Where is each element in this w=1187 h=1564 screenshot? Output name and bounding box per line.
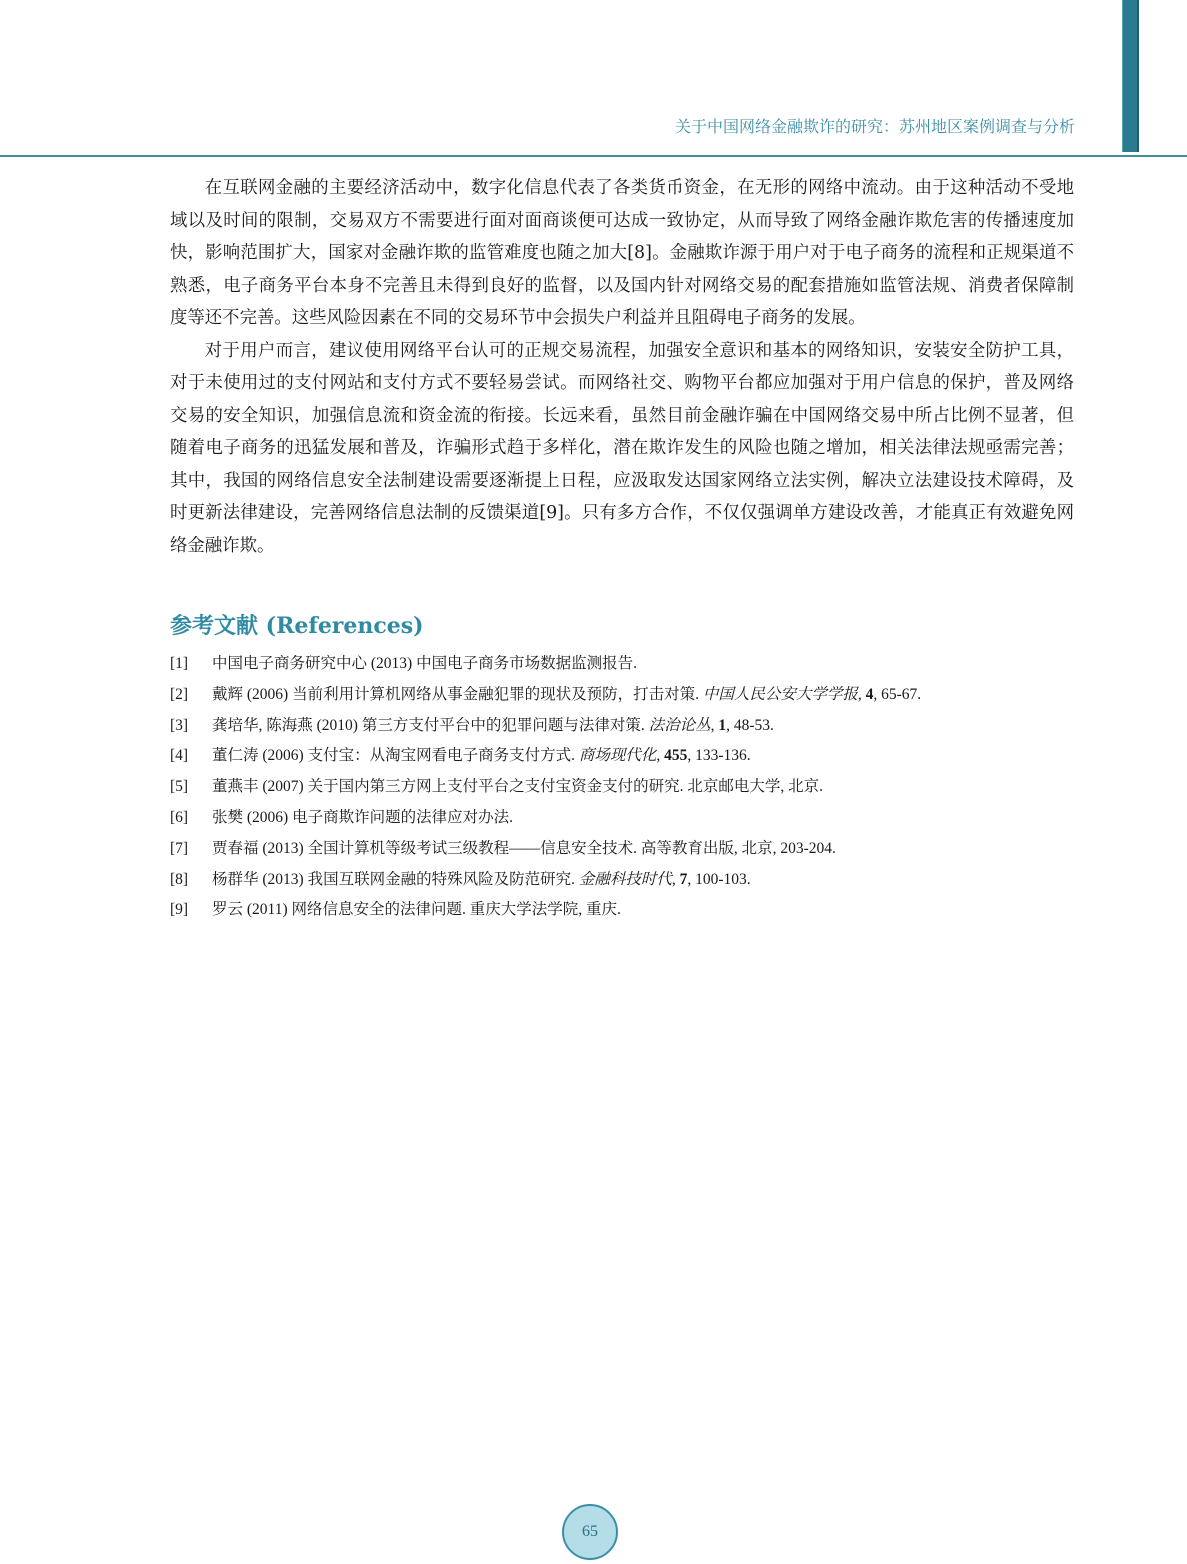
running-title: 关于中国网络金融欺诈的研究：苏州地区案例调查与分析 <box>674 117 1075 136</box>
reference-text: 张樊 (2006) 电子商欺诈问题的法律应对办法. <box>212 808 513 826</box>
reference-number: [1] <box>170 655 189 672</box>
reference-text: 董仁涛 (2006) 支付宝：从淘宝网看电子商务支付方式. 商场现代化, 455, 133-136. <box>212 747 751 765</box>
reference-item <box>170 803 1100 834</box>
body-text <box>170 172 1074 562</box>
reference-text: 戴辉 (2006) 当前利用计算机网络从事金融犯罪的现状及预防，打击对策. 中国人民公安大学学报, 4, 65-67. <box>212 685 922 703</box>
reference-text: 贾春福 (2013) 全国计算机等级考试三级教程——信息安全技术. 高等教育出版, 北京, 203-204. <box>212 839 836 857</box>
reference-number: [8] <box>170 870 189 888</box>
reference-item <box>170 865 1100 896</box>
reference-journal: 商场现代化 <box>578 747 657 765</box>
reference-text: 杨群华 (2013) 我国互联网金融的特殊风险及防范研究. 金融科技时代, 7, 100-103. <box>212 870 751 888</box>
reference-item <box>170 895 1100 926</box>
reference-list <box>170 649 1100 926</box>
reference-volume: 4 <box>865 685 874 703</box>
header-divider <box>0 155 1187 157</box>
reference-pages: , 133-136. <box>687 747 751 765</box>
reference-pages: , 48-53. <box>726 716 774 734</box>
reference-number: [4] <box>170 747 189 765</box>
reference-body: 董仁涛 (2006) 支付宝：从淘宝网看电子商务支付方式. <box>212 747 579 765</box>
reference-number: [7] <box>170 839 189 857</box>
reference-volume: 1 <box>718 716 727 734</box>
reference-number: [2] <box>170 685 189 703</box>
reference-text: 罗云 (2011) 网络信息安全的法律问题. 重庆大学法学院, 重庆. <box>212 901 621 919</box>
reference-journal: 中国人民公安大学学报 <box>702 685 858 703</box>
reference-text: 董燕丰 (2007) 关于国内第三方网上支付平台之支付宝资金支付的研究. 北京邮电大学, 北京. <box>212 778 823 796</box>
paragraph: 在互联网金融的主要经济活动中，数字化信息代表了各类货币资金，在无形的网络中流动。由于这种活动不受地域以及时间的限制，交易双方不需要进行面对面商谈便可达成一致协定，从而导致了网络金融诈欺危害的传播速度加快，影响范围扩大，国家对金融诈欺的监管难度也随之加大[8]。金融欺诈源于用户对于电子商务的流程和正规渠道不熟悉，电子商务平台本身不完善且未得到良好的监督，以及国内针对网络交易的配套措施如监管法规、消费者保障制度等还不完善。这些风险因素在不同的交易环节中会损失户利益并且阻碍电子商务的发展。 <box>170 178 1074 328</box>
paragraph: 对于用户而言，建议使用网络平台认可的正规交易流程，加强安全意识和基本的网络知识，安装安全防护工具，对于未使用过的支付网站和支付方式不要轻易尝试。而网络社交、购物平台都应加强对于用户信息的保护，普及网络交易的安全知识，加强信息流和资金流的衔接。长远来看，虽然目前金融诈骗在中国网络交易中所占比例不显著，但随着电子商务的迅猛发展和普及，诈骗形式趋于多样化，潜在欺诈发生的风险也随之增加，相关法律法规亟需完善；其中，我国的网络信息安全法制建设需要逐渐提上日程，应汲取发达国家网络立法实例，解决立法建设技术障碍，及时更新法律建设，完善网络信息法制的反馈渠道[9]。只有多方合作，不仅仅强调单方建设改善，才能真正有效避免网络金融诈欺。 <box>170 340 1074 556</box>
reference-text: 中国电子商务研究中心 (2013) 中国电子商务市场数据监测报告. <box>212 655 637 672</box>
reference-pages: , 100-103. <box>687 870 751 888</box>
reference-journal: 法治论丛 <box>648 716 711 734</box>
reference-body: 戴辉 (2006) 当前利用计算机网络从事金融犯罪的现状及预防，打击对策. <box>212 685 703 703</box>
references-heading: 参考文献 (References) <box>170 613 424 639</box>
reference-journal: 金融科技时代 <box>578 870 672 888</box>
reference-number: [6] <box>170 808 189 826</box>
reference-item <box>170 741 1100 772</box>
reference-item <box>170 711 1100 742</box>
reference-body: 龚培华, 陈海燕 (2010) 第三方支付平台中的犯罪问题与法律对策. <box>212 716 649 734</box>
reference-body: 杨群华 (2013) 我国互联网金融的特殊风险及防范研究. <box>212 870 579 888</box>
reference-item <box>170 772 1100 803</box>
reference-number: [5] <box>170 778 189 796</box>
reference-item <box>170 834 1100 865</box>
reference-item <box>170 649 1100 680</box>
page-number: 65 <box>562 1504 618 1560</box>
reference-text: 龚培华, 陈海燕 (2010) 第三方支付平台中的犯罪问题与法律对策. 法治论丛, 1, 48-53. <box>212 716 774 734</box>
reference-item <box>170 680 1100 711</box>
reference-number: [3] <box>170 716 189 734</box>
reference-volume: 7 <box>679 870 688 888</box>
reference-volume: 455 <box>664 747 688 765</box>
header-accent-bar <box>1122 0 1139 152</box>
reference-pages: , 65-67. <box>873 685 922 703</box>
reference-number: [9] <box>170 901 189 919</box>
